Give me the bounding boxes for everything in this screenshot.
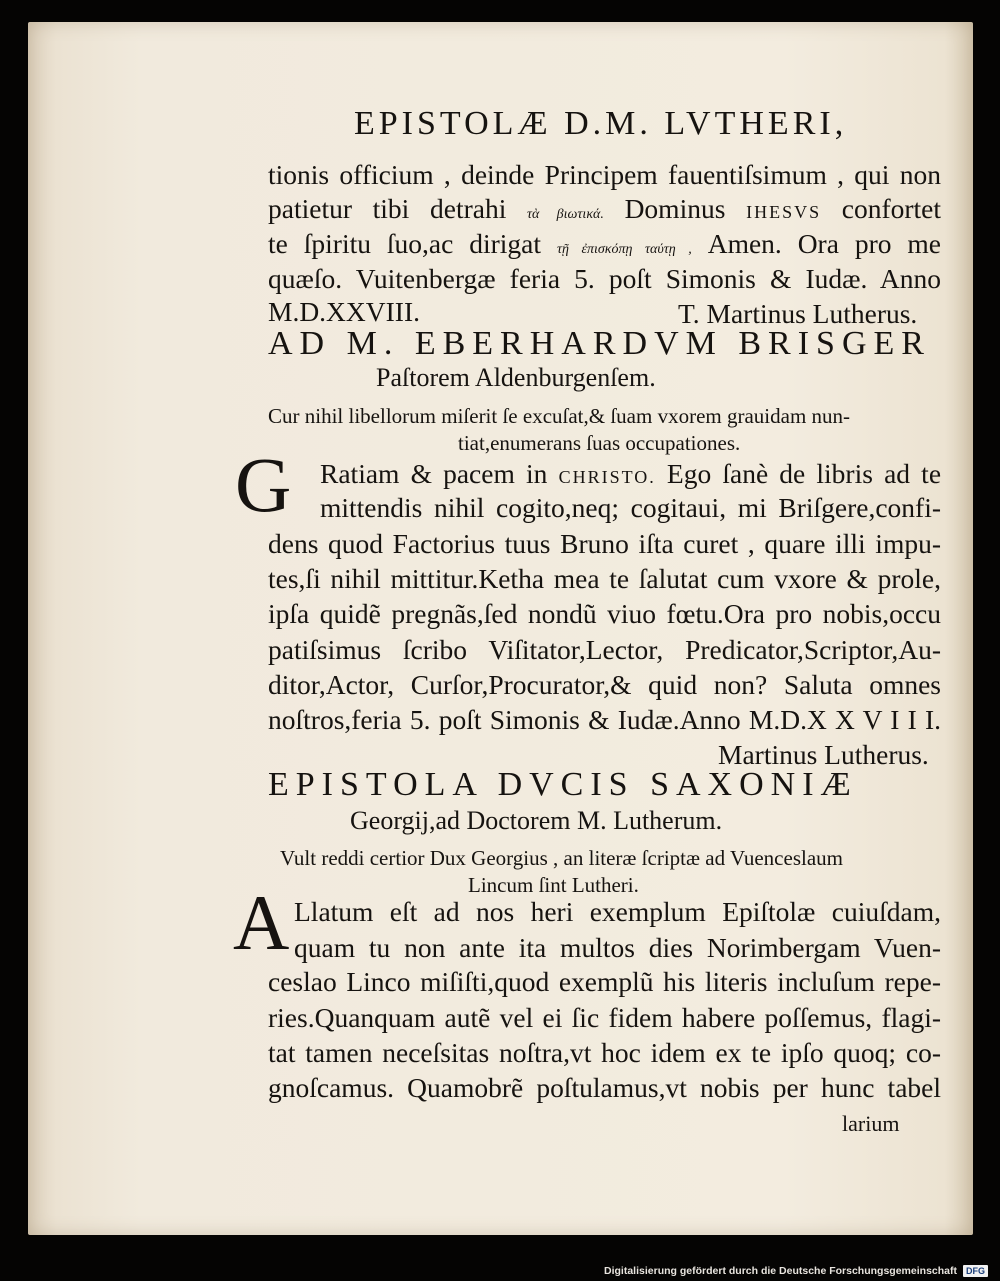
text-line: tat tamen neceſsitas noſtra,vt hoc idem ex te ipſo quoq; co- (268, 1037, 941, 1068)
argument-line: tiat,enumerans ſuas occupationes. (458, 431, 741, 455)
date-line: M.D.XXVIII. (268, 296, 420, 327)
greek-phrase: τῇ ἐπισκόπῃ ταύτῃ , (556, 242, 692, 257)
letter-heading: AD M. EBERHARDVM BRISGER (268, 325, 931, 362)
text-line: ceslao Linco miſiſti,quod exemplũ his literis incluſum repe- (268, 966, 941, 997)
text-segment: patietur tibi detrahi (268, 193, 507, 224)
running-title: EPISTOLÆ D.M. LVTHERI, (354, 105, 848, 142)
text-line: gnoſcamus. Quamobrẽ poſtulamus,vt nobis per hunc tabel (268, 1072, 941, 1103)
book-page (28, 22, 973, 1235)
small-caps-name: CHRISTO. (558, 467, 656, 487)
letter-heading: EPISTOLA DVCIS SAXONIÆ (268, 766, 858, 803)
text-segment: Ego ſanè de libris ad te (666, 458, 942, 489)
text-line: quæſo. Vuitenbergæ feria 5. poſt Simonis & Iudæ. Anno (268, 263, 941, 294)
text-line: ries.Quanquam autẽ vel ei ſic fidem habere poſſemus, flagi- (268, 1002, 941, 1033)
small-caps-name: IHESVS (746, 202, 822, 222)
text-line: ipſa quidẽ pregnãs,ſed nondũ viuo fœtu.Ora pro nobis,occu (268, 598, 941, 629)
catchword: larium (842, 1111, 900, 1136)
text-line: mittendis nihil cogito,neq; cogitaui, mi Briſgere,confi- (320, 492, 941, 523)
text-line: tes,ſi nihil mittitur.Ketha mea te ſalutat cum vxore & prole, (268, 563, 941, 594)
text-line: noſtros,feria 5. poſt Simonis & Iudæ.Anno M.D.X X V I I I. (268, 704, 941, 735)
text-segment: Amen. Ora pro me (707, 228, 942, 259)
footer-text: Digitalisierung gefördert durch die Deutsche Forschungsgemeinschaft (604, 1265, 957, 1277)
text-line: tionis officium , deinde Principem fauentiſsimum , qui non (268, 159, 941, 190)
signature: T. Martinus Lutherus. (678, 298, 918, 329)
text-segment: Dominus (624, 193, 726, 224)
signature: Martinus Lutherus. (718, 739, 929, 770)
text-line (268, 193, 941, 231)
letter-subheading: Paſtorem Aldenburgenſem. (376, 363, 656, 392)
text-segment: confortet (841, 193, 942, 224)
text-line: Llatum eſt ad nos heri exemplum Epiſtolæ cuiuſdam, (294, 896, 941, 927)
text-line (268, 228, 941, 266)
digitization-footer (0, 1261, 1000, 1281)
text-segment: te ſpiritu ſuo,ac dirigat (268, 228, 542, 259)
dfg-logo: DFG (963, 1265, 988, 1277)
drop-cap: A (233, 879, 290, 966)
text-line (320, 458, 941, 493)
greek-phrase: τὰ βιωτικά. (527, 207, 604, 222)
text-segment: Ratiam & pacem in (320, 458, 548, 489)
letter-subheading: Georgij,ad Doctorem M. Lutherum. (350, 806, 723, 835)
text-line: patiſsimus ſcribo Viſitator,Lector, Predicator,Scriptor,Au- (268, 634, 941, 665)
argument-line: Lincum ſint Lutheri. (468, 873, 639, 897)
text-line: ditor,Actor, Curſor,Procurator,& quid non? Saluta omnes (268, 669, 941, 700)
drop-cap: G (235, 441, 292, 528)
text-line: dens quod Factorius tuus Bruno iſta curet , quare illi impu- (268, 528, 941, 559)
text-line: quam tu non ante ita multos dies Norimbergam Vuen- (294, 932, 941, 963)
argument-line: Cur nihil libellorum miſerit ſe excuſat,& ſuam vxorem grauidam nun- (268, 404, 851, 428)
argument-line: Vult reddi certior Dux Georgius , an literæ ſcriptæ ad Vuenceslaum (280, 846, 843, 870)
